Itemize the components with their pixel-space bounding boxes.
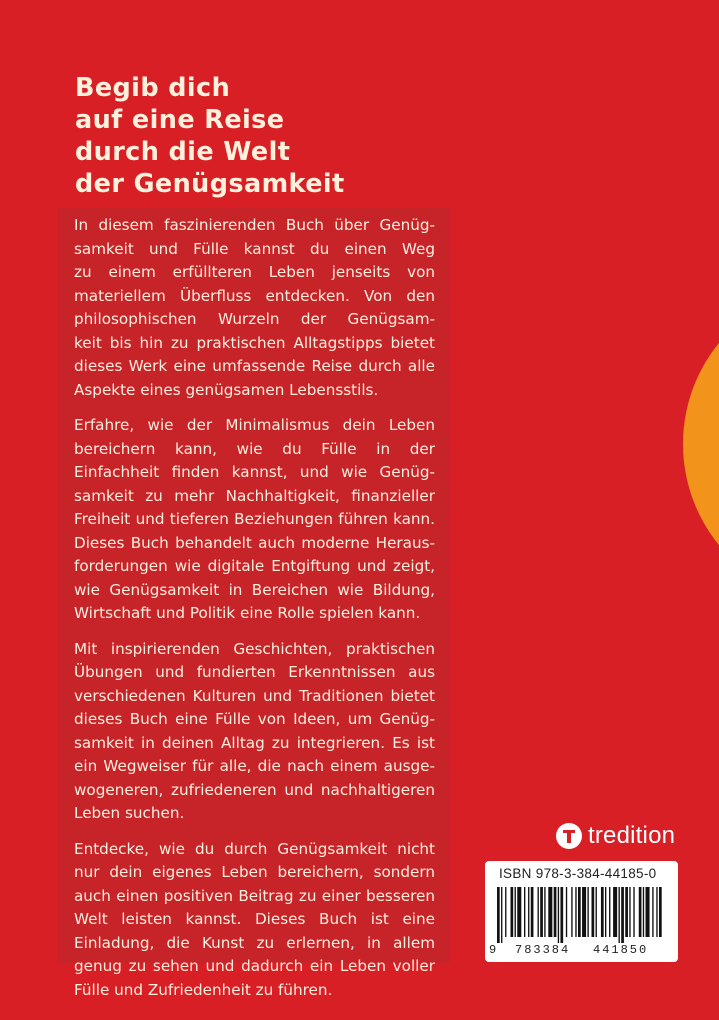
blurb-line: Fülle und Zufriedenheit zu führen. [74,980,333,999]
blurb-line: genug zu sehen und dadurch ein Leben voller [74,957,435,975]
blurb-line: zu einem erfüllteren Leben jenseits von [74,263,435,281]
headline-line: Begib dich [75,73,231,103]
headline-line: der Genügsamkeit [75,169,345,199]
blurb-line: ein Wegweiser für alle, die nach einem ausge- [74,757,435,775]
blurb-line: Einladung, die Kunst zu erlernen, in allem [74,933,435,952]
blurb-line: Entdecke, wie du durch Genügsamkeit nicht [74,839,435,858]
blurb-paragraph [74,838,435,1003]
blurb-line: Leben suchen. [74,804,185,822]
blurb-line: dieses Werk eine umfassende Reise durch alle [74,357,435,375]
blurb-text [74,214,435,1014]
blurb-line: keit bis hin zu praktischen Alltagstipps bietet [74,333,435,352]
blurb-line: verschiedenen Kulturen und Traditionen bietet [74,686,435,705]
headline-line: auf eine Reise [75,105,285,135]
barcode-digits-left: 783384 [515,943,571,957]
barcode-digit-lead: 9 [489,943,497,957]
blurb-line: Mit inspirierenden Geschichten, praktischen [74,639,435,658]
blurb-line: samkeit zu mehr Nachhaltigkeit, finanzieller [74,486,435,505]
blurb-paragraph [74,214,435,402]
blurb-line: philosophischen Wurzeln der Genügsam- [74,310,435,328]
headline-line: durch die Welt [75,137,291,167]
blurb-line: Welt leisten kannst. Dieses Buch ist eine [74,910,435,928]
blurb-line: samkeit in deinen Alltag zu integrieren. Es ist [74,733,435,752]
blurb-line: wogeneren, zufriedeneren und nachhaltigeren [74,780,435,799]
publisher-name: tredition [588,822,676,849]
blurb-line: Einfachheit finden kannst, und wie Genüg- [74,463,435,481]
blurb-line: Erfahre, wie der Minimalismus dein Leben [74,416,435,434]
blurb-line: Dieses Buch behandelt auch moderne Heraus- [74,533,435,552]
blurb-line: Wirtschaft und Politik eine Rolle spielen kann. [74,604,421,622]
blurb-line: auch einen positiven Beitrag zu einer besseren [74,886,435,905]
barcode-box [485,861,678,962]
blurb-line: wie Genügsamkeit in Bereichen wie Bildung, [74,580,435,599]
isbn-label: ISBN 978-3-384-44185-0 [499,866,657,881]
blurb-line: materiellem Überfluss entdecken. Von den [74,286,435,305]
blurb-line: Übungen und fundierten Erkenntnissen aus [74,663,435,681]
blurb-line: bereichern kann, wie du Fülle in der [74,439,435,458]
blurb-line: Freiheit und tieferen Beziehungen führen kann. [74,510,435,528]
orange-arc-decoration [683,284,719,604]
barcode-icon [497,887,667,943]
blurb-paragraph [74,414,435,626]
blurb-line: forderungen wie digitale Entgiftung und zeigt, [74,557,435,575]
blurb-line: nur dein eigenes Leben bereichern, sondern [74,863,435,881]
barcode-digits-right: 441850 [593,943,649,957]
headline [75,72,345,200]
blurb-line: samkeit und Fülle kannst du einen Weg [74,239,435,258]
blurb-paragraph [74,638,435,826]
blurb-line: In diesem faszinierenden Buch über Genüg- [74,216,435,234]
blurb-line: dieses Buch eine Fülle von Ideen, um Genüg- [74,710,435,728]
tredition-logo-icon [556,823,582,849]
publisher-logo [556,822,675,850]
blurb-line: Aspekte eines genügsamen Lebensstils. [74,380,379,399]
